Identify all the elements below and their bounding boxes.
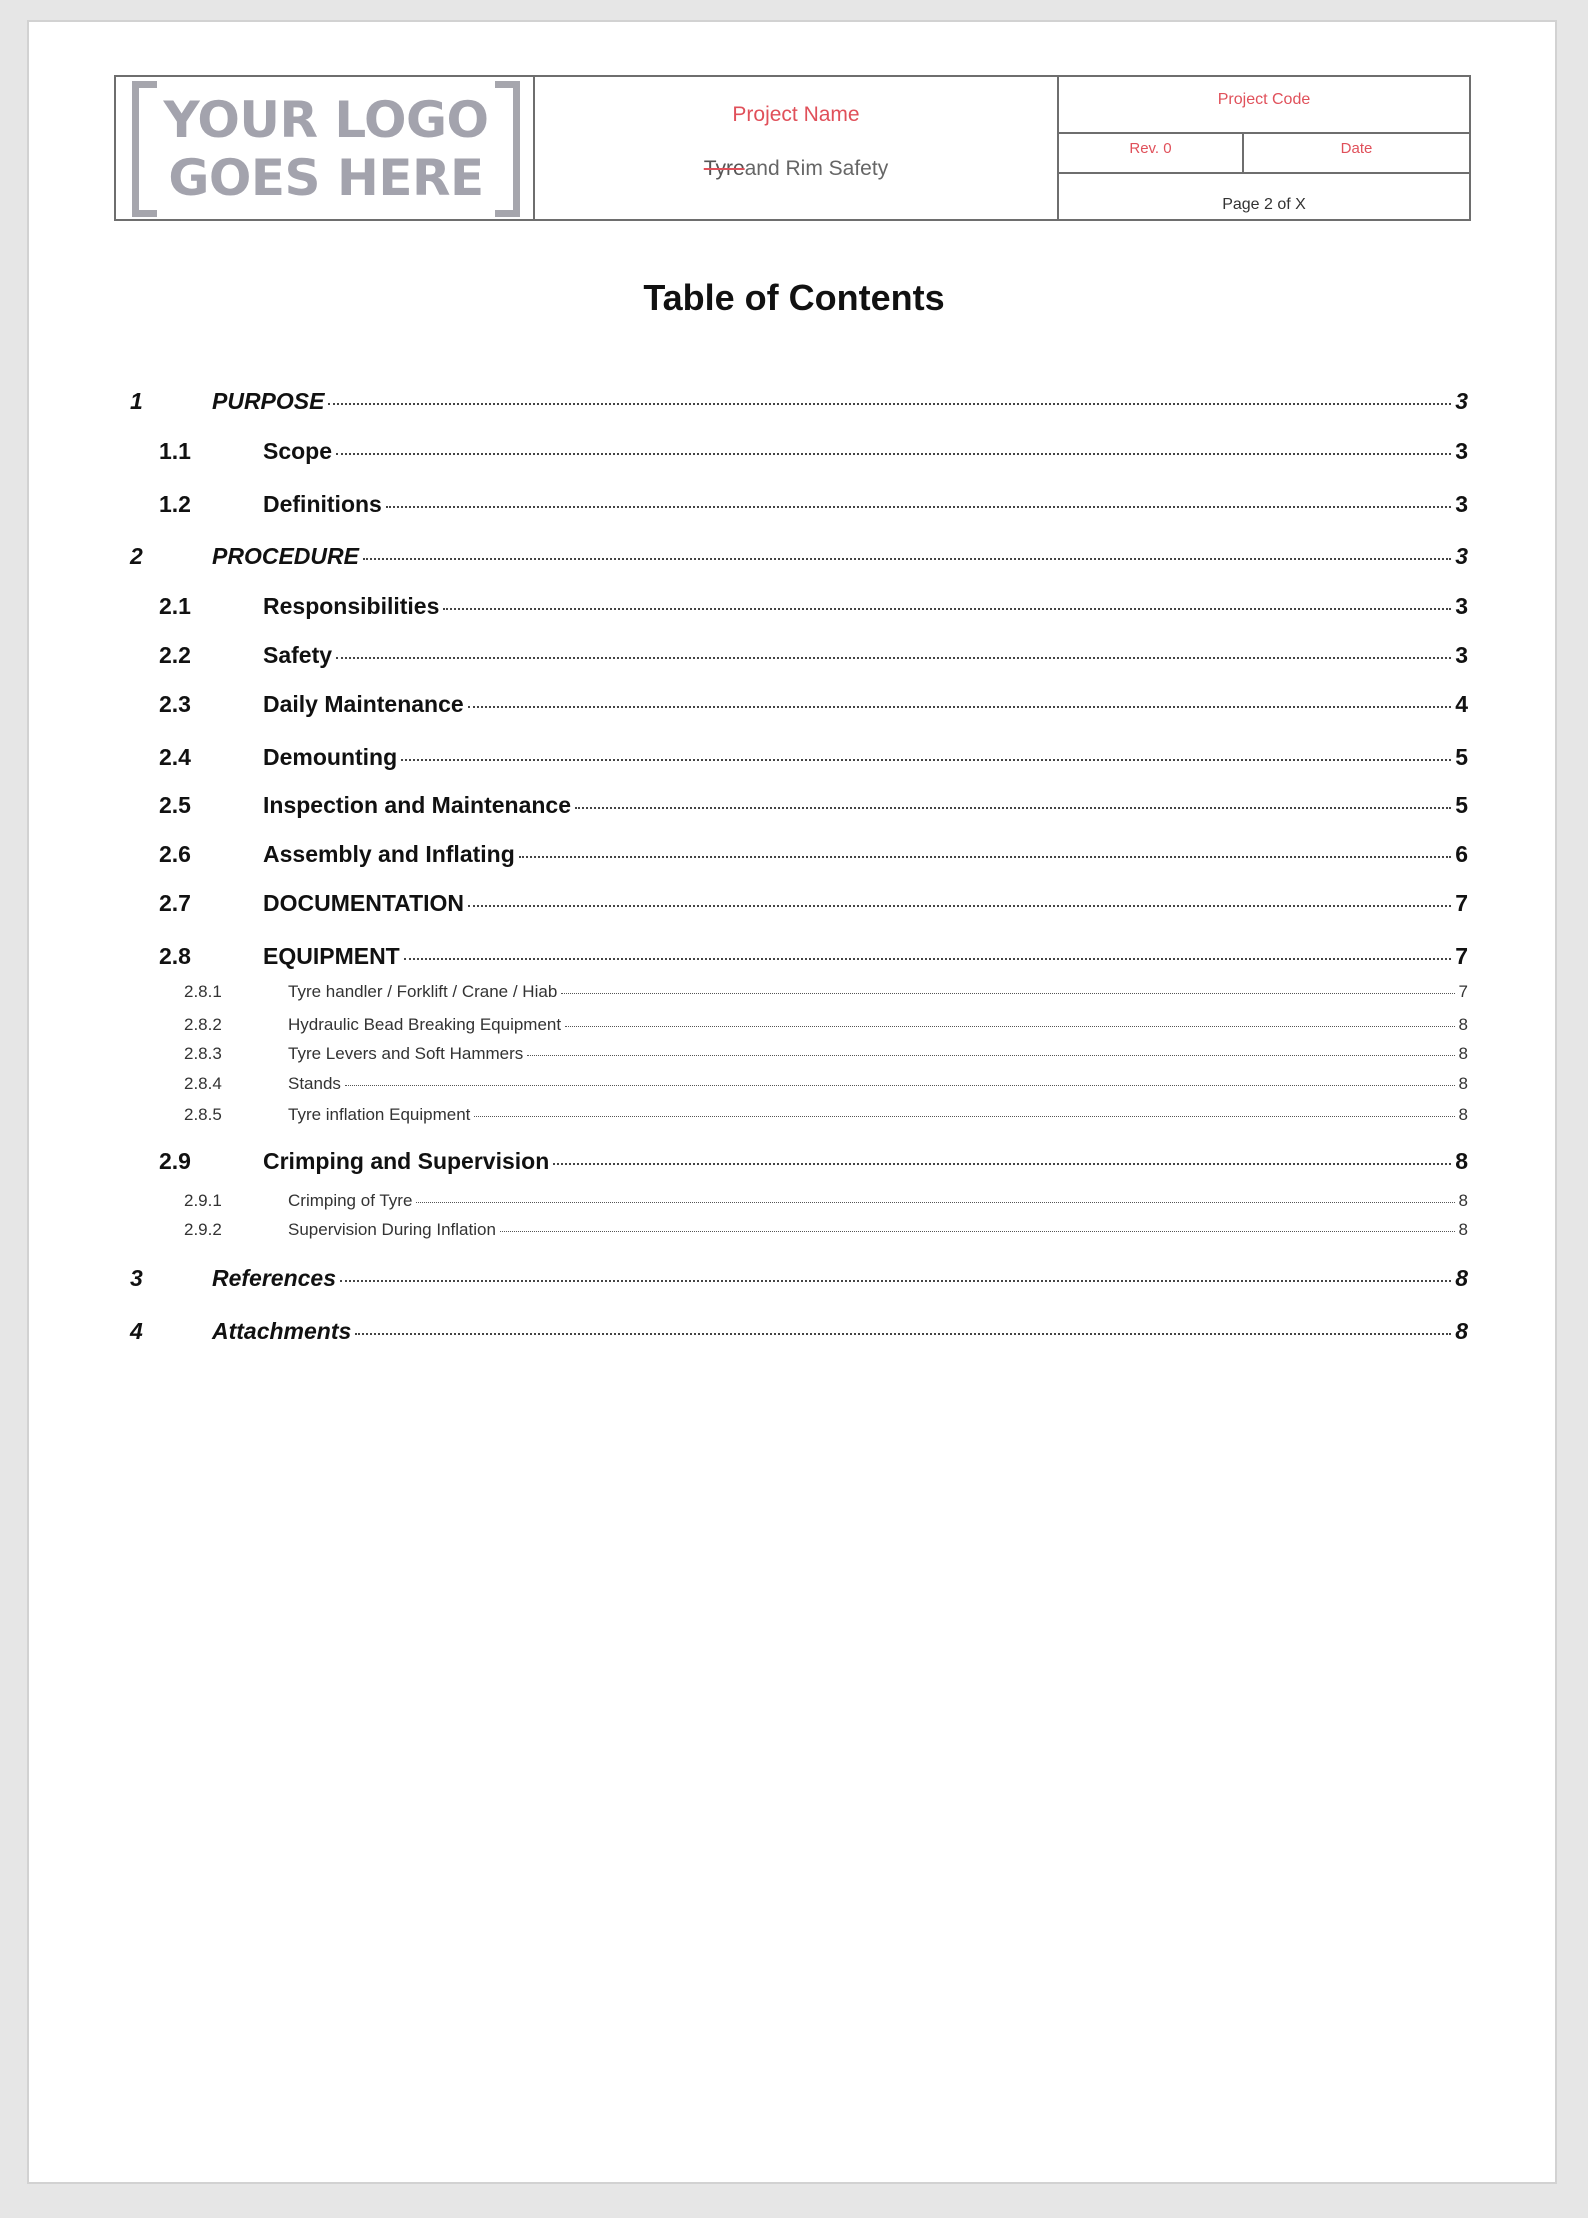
toc-entry-page: 8 [1455,1265,1468,1291]
toc-entry-label: Daily Maintenance [263,691,464,717]
toc-entry-number: 1.1 [159,438,191,464]
toc-entry-number: 2.3 [159,691,191,717]
toc-entry[interactable] [157,642,1468,669]
toc-entry-number: 2.1 [159,593,191,619]
toc-entry-label: Inspection and Maintenance [263,792,571,818]
toc-entry-page: 4 [1455,691,1468,717]
toc-entry[interactable] [157,744,1468,771]
toc-entry-page: 8 [1455,1148,1468,1174]
toc-entry-number: 1.2 [159,491,191,517]
toc-entry-label: Demounting [263,744,398,770]
toc-entry-page: 7 [1455,943,1468,969]
toc-dot-leader [340,1280,1451,1282]
toc-dot-leader [401,759,1451,761]
toc-entry[interactable] [184,1044,1468,1064]
toc-entry-number: 2.8.5 [184,1105,222,1124]
toc-entry[interactable] [157,691,1468,718]
document-page [27,20,1557,2184]
toc-entry-number: 2.8.3 [184,1044,222,1063]
logo-text-line2: GOES HERE [168,149,484,207]
toc-entry-page: 3 [1455,593,1468,619]
logo-text-line1: YOUR LOGO [163,91,489,149]
toc-entry-label: EQUIPMENT [263,943,400,969]
toc-entry-page: 8 [1455,1318,1468,1344]
toc-dot-leader [561,993,1454,994]
toc-dot-leader [553,1163,1451,1165]
toc-entry[interactable] [157,438,1468,465]
toc-entry-label: Scope [263,438,333,464]
toc-entry[interactable] [124,1318,1468,1345]
toc-entry[interactable] [124,1265,1468,1292]
toc-entry[interactable] [157,792,1468,819]
toc-entry-number: 2.9.2 [184,1220,222,1239]
toc-entry-page: 3 [1455,491,1468,517]
toc-entry-label: Assembly and Inflating [263,841,515,867]
toc-dot-leader [345,1085,1455,1086]
toc-entry-label: Tyre handler / Forklift / Crane / Hiab [288,982,558,1001]
toc-dot-leader [527,1055,1454,1056]
toc-entry[interactable] [124,543,1468,570]
toc-entry-label: PROCEDURE [212,543,359,569]
toc-entry-page: 3 [1455,388,1468,414]
toc-entry-number: 2.8.4 [184,1074,222,1093]
toc-entry-label: Hydraulic Bead Breaking Equipment [288,1015,562,1034]
toc-entry-label: Crimping of Tyre [288,1191,413,1210]
document-title-rest: and Rim Safety [744,157,889,180]
toc-entry-number: 1 [130,388,143,414]
toc-entry-number: 2 [130,543,143,569]
toc-entry[interactable] [157,491,1468,518]
revision-date: Date [1340,140,1373,157]
toc-entry-page: 8 [1458,1105,1468,1124]
toc-entry-number: 2.8.1 [184,982,222,1001]
toc-entry-number: 2.9 [159,1148,191,1174]
toc-entry-page: 7 [1458,982,1468,1001]
toc-entry-number: 2.8.2 [184,1015,222,1034]
toc-dot-leader [565,1026,1454,1027]
toc-entry[interactable] [124,388,1468,415]
toc-entry-number: 2.2 [159,642,191,668]
toc-entry-page: 3 [1455,642,1468,668]
toc-entry[interactable] [184,1191,1468,1211]
toc-entry-page: 3 [1455,438,1468,464]
toc-entry-number: 2.5 [159,792,191,818]
toc-entry-page: 7 [1455,890,1468,916]
toc-entry-page: 5 [1455,792,1468,818]
toc-entry-number: 2.7 [159,890,191,916]
table-of-contents [29,22,1555,2182]
toc-entry-page: 8 [1458,1044,1468,1063]
toc-entry[interactable] [157,841,1468,868]
toc-dot-leader [404,958,1451,960]
toc-dot-leader [336,453,1451,455]
toc-entry-number: 2.6 [159,841,191,867]
toc-entry[interactable] [184,1105,1468,1125]
toc-entry-label: Safety [263,642,333,668]
toc-entry[interactable] [157,593,1468,620]
toc-dot-leader [386,506,1451,508]
toc-dot-leader [328,403,1451,405]
toc-entry-page: 8 [1458,1220,1468,1239]
project-name: Project Name [732,103,860,126]
toc-entry-label: Supervision During Inflation [288,1220,496,1239]
page-number: Page 2 of X [1222,196,1306,213]
toc-entry-label: PURPOSE [212,388,325,414]
toc-entry-label: Crimping and Supervision [263,1148,550,1174]
toc-dot-leader [575,807,1451,809]
toc-entry[interactable] [184,1220,1468,1240]
toc-entry-number: 2.8 [159,943,191,969]
toc-entry-number: 4 [130,1318,143,1344]
toc-entry-page: 8 [1458,1015,1468,1034]
toc-dot-leader [468,905,1451,907]
project-code: Project Code [1059,77,1469,134]
toc-entry-label: Stands [288,1074,341,1093]
toc-entry-label: References [212,1265,337,1291]
document-title-struck-word: Tyre [703,157,745,180]
toc-entry[interactable] [184,1074,1468,1094]
toc-dot-leader [355,1333,1451,1335]
toc-entry[interactable] [157,943,1468,970]
toc-entry-page: 3 [1455,543,1468,569]
toc-entry-page: 5 [1455,744,1468,770]
toc-dot-leader [336,657,1451,659]
toc-dot-leader [519,856,1451,858]
toc-dot-leader [363,558,1451,560]
toc-entry-label: Tyre inflation Equipment [288,1105,471,1124]
toc-dot-leader [500,1231,1455,1232]
toc-entry[interactable] [184,1015,1468,1035]
toc-entry[interactable] [157,1148,1468,1175]
toc-entry-label: DOCUMENTATION [263,890,465,916]
toc-entry-page: 8 [1458,1191,1468,1210]
toc-entry[interactable] [157,890,1468,917]
toc-entry-number: 2.9.1 [184,1191,222,1210]
revision-number: Rev. 0 [1059,134,1244,172]
toc-entry-page: 8 [1458,1074,1468,1093]
toc-dot-leader [443,608,1451,610]
toc-entry-page: 6 [1455,841,1468,867]
toc-entry-label: Definitions [263,491,382,517]
toc-heading: Table of Contents [643,277,945,318]
toc-entry-number: 3 [130,1265,143,1291]
toc-entry-label: Responsibilities [263,593,440,619]
toc-dot-leader [468,706,1452,708]
toc-entry[interactable] [184,982,1468,1002]
toc-entry-label: Tyre Levers and Soft Hammers [288,1044,524,1063]
toc-dot-leader [474,1116,1454,1117]
toc-entry-number: 2.4 [159,744,191,770]
toc-entry-label: Attachments [212,1318,352,1344]
toc-dot-leader [416,1202,1454,1203]
